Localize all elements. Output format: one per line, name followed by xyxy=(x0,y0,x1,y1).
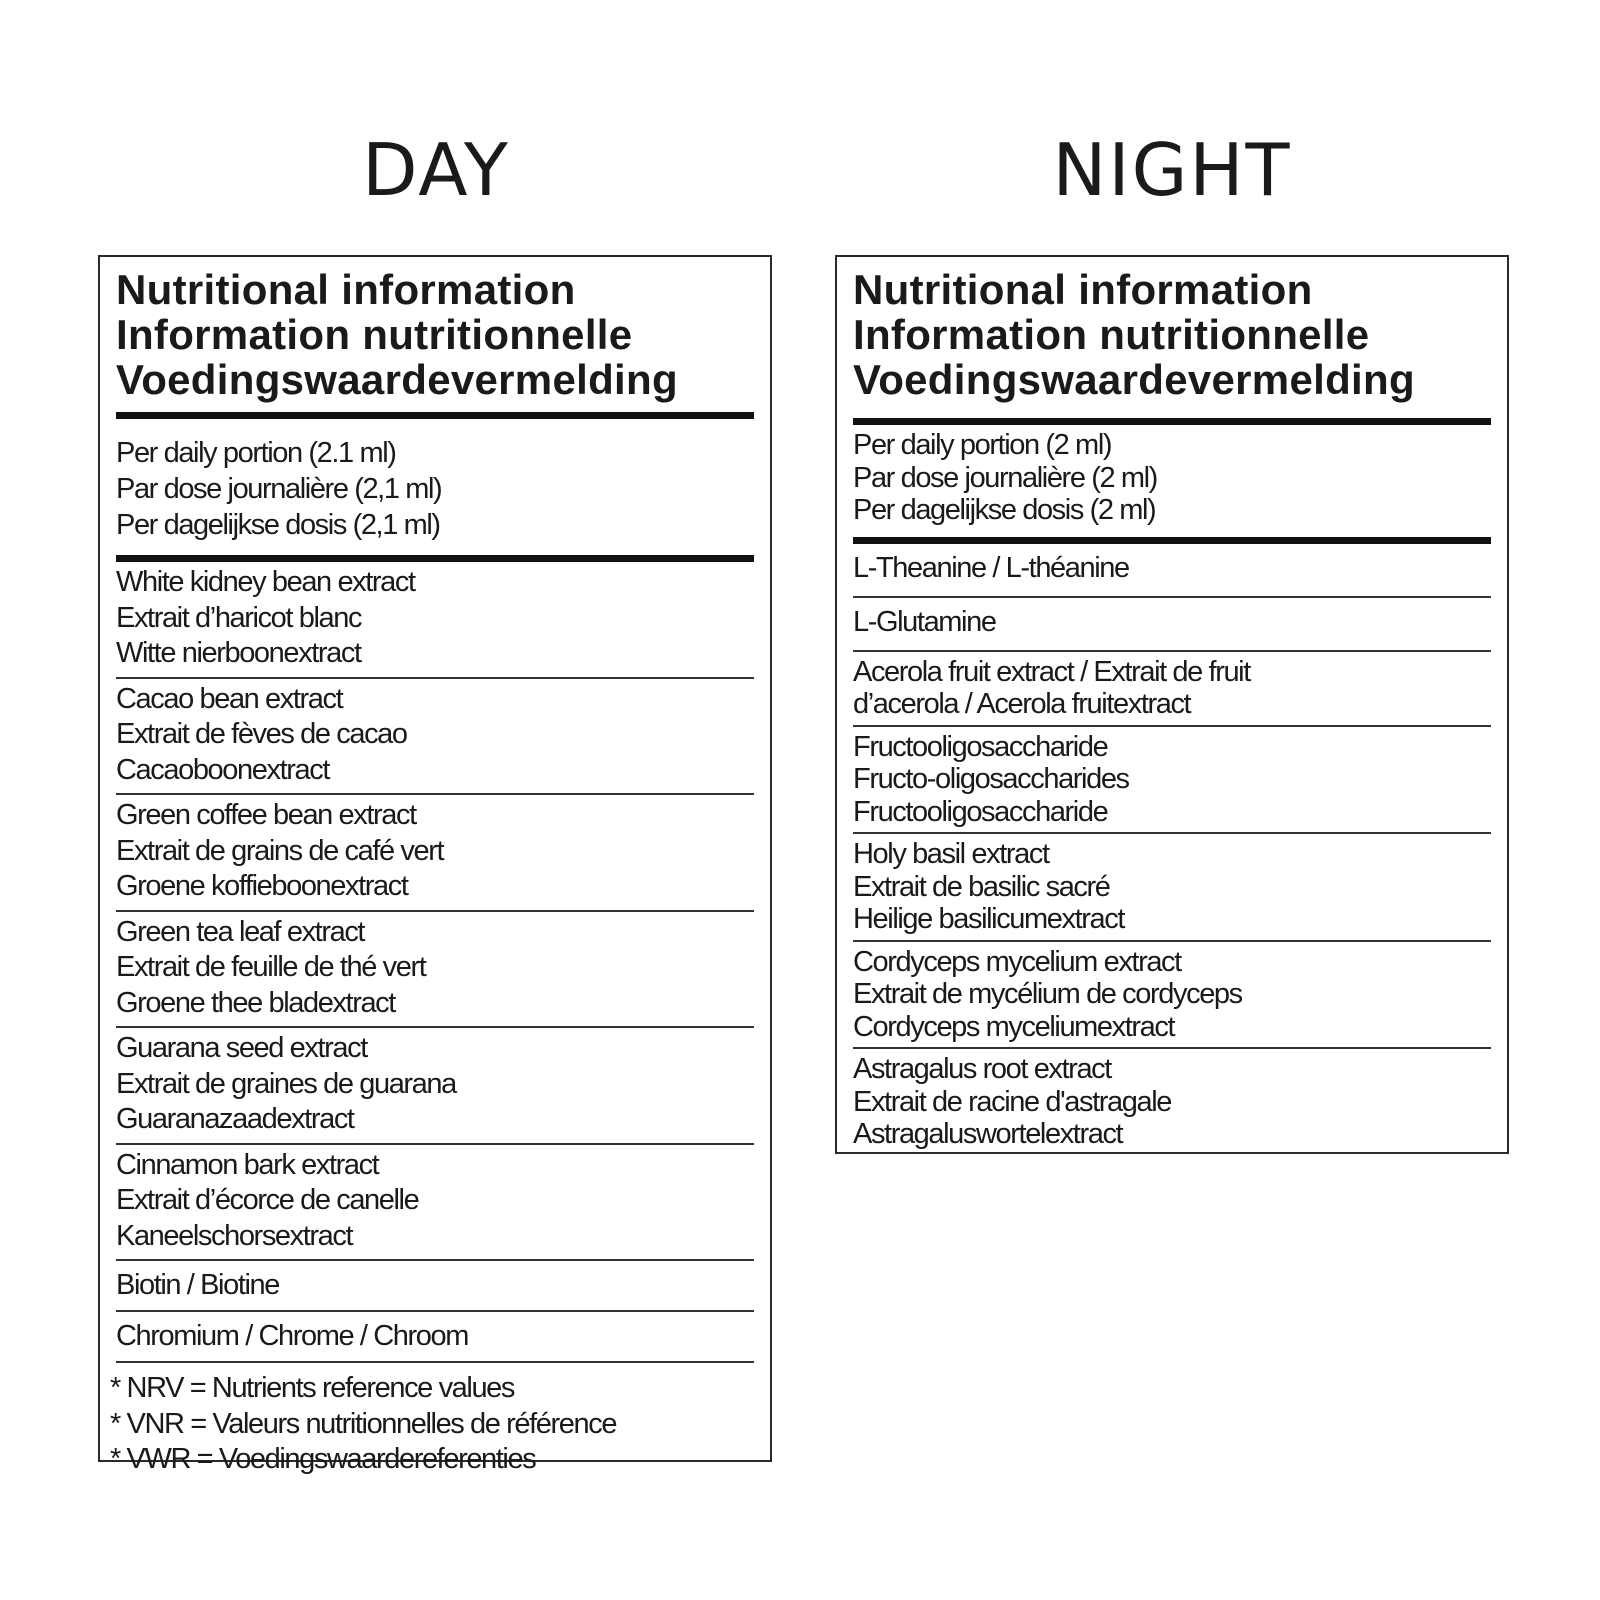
ingredient-line: Extrait d’haricot blanc xyxy=(116,601,362,634)
ingredient-line: Extrait de mycélium de cordyceps xyxy=(853,978,1242,1010)
ingredient-line: Heilige basilicumextract xyxy=(853,903,1125,935)
ingredient-cacao-bean xyxy=(116,679,754,794)
ingredient-line: Extrait d’écorce de canelle xyxy=(116,1184,419,1216)
ingredient-line: Cacao bean extract xyxy=(116,682,343,715)
ingredient-guarana-seed xyxy=(116,1028,754,1143)
day-footnotes xyxy=(110,1363,754,1478)
ingredient-line: Witte nierboonextract xyxy=(116,637,361,669)
ingredient-line: Extrait de basilic sacré xyxy=(853,870,1110,903)
ingredient-line: Cordyceps myceliumextract xyxy=(853,1010,1175,1043)
ingredient-line: Extrait de feuille de thé vert xyxy=(116,951,426,983)
ingredient-line: Extrait de fèves de cacao xyxy=(116,718,407,750)
ingredient-line: Green coffee bean extract xyxy=(116,799,416,831)
ingredient-chromium xyxy=(116,1312,754,1361)
ingredient-line: Groene koffieboonextract xyxy=(116,870,408,902)
footnote: * VWR = Voedingswaardereferenties xyxy=(110,1443,536,1475)
ingredient-white-kidney-bean xyxy=(116,562,754,677)
ingredient-line: Extrait de grains de café vert xyxy=(116,834,444,867)
heading-line-nl: Voedingswaardevermelding xyxy=(853,356,1415,403)
ingredient-astragalus xyxy=(853,1049,1491,1155)
ingredient-line: Fructooligosaccharide xyxy=(853,730,1108,763)
ingredient-line: Extrait de racine d'astragale xyxy=(853,1085,1171,1118)
ingredient-line: White kidney bean extract xyxy=(116,566,415,598)
ingredient-line: L-Theanine / L-théanine xyxy=(853,551,1129,584)
ingredient-line: Fructo-oligosaccharides xyxy=(853,763,1129,795)
ingredient-line: Cinnamon bark extract xyxy=(116,1148,379,1181)
day-portion xyxy=(116,419,754,555)
ingredient-line: Guaranazaadextract xyxy=(116,1103,354,1135)
portion-fr: Par dose journalière (2,1 ml) xyxy=(116,473,442,505)
ingredient-line: Holy basil extract xyxy=(853,838,1049,870)
ingredient-line: Green tea leaf extract xyxy=(116,915,365,948)
night-nutrition-panel xyxy=(835,255,1509,1154)
divider-thick xyxy=(116,555,754,562)
portion-fr: Par dose journalière (2 ml) xyxy=(853,461,1157,494)
ingredient-line: d’acerola / Acerola fruitextract xyxy=(853,688,1191,720)
divider-thick xyxy=(116,412,754,419)
ingredient-green-coffee-bean xyxy=(116,795,754,910)
ingredient-line: Extrait de graines de guarana xyxy=(116,1067,456,1100)
day-heading xyxy=(116,267,754,412)
portion-nl: Per dagelijkse dosis (2 ml) xyxy=(853,494,1156,526)
ingredient-holy-basil xyxy=(853,834,1491,940)
ingredient-line: Astragaluswortelextract xyxy=(853,1118,1123,1150)
ingredient-fructooligosaccharide xyxy=(853,727,1491,833)
ingredient-line: Chromium / Chrome / Chroom xyxy=(116,1320,468,1352)
ingredient-green-tea-leaf xyxy=(116,912,754,1027)
day-nutrition-panel xyxy=(98,255,772,1475)
portion-en: Per daily portion (2.1 ml) xyxy=(116,437,396,469)
ingredient-acerola xyxy=(853,652,1491,725)
portion-nl: Per dagelijkse dosis (2,1 ml) xyxy=(116,509,440,541)
ingredient-line: Cacaoboonextract xyxy=(116,753,329,786)
footnote: * VNR = Valeurs nutritionnelles de référence xyxy=(110,1407,617,1440)
heading-line-fr: Information nutritionnelle xyxy=(853,311,1370,358)
heading-line-nl: Voedingswaardevermelding xyxy=(116,356,678,403)
ingredient-line: Acerola fruit extract / Extrait de fruit xyxy=(853,655,1250,688)
ingredient-cinnamon-bark xyxy=(116,1145,754,1260)
heading-line-en: Nutritional information xyxy=(116,266,576,313)
ingredient-line: Cordyceps mycelium extract xyxy=(853,945,1181,978)
divider-thick xyxy=(853,537,1491,544)
ingredient-line: Kaneelschorsextract xyxy=(116,1219,353,1252)
footnote: * NRV = Nutrients reference values xyxy=(110,1372,514,1404)
portion-en: Per daily portion (2 ml) xyxy=(853,429,1112,461)
ingredient-l-theanine xyxy=(853,544,1491,596)
ingredient-line: Groene thee bladextract xyxy=(116,986,395,1019)
day-title: DAY xyxy=(362,128,510,212)
ingredient-line: Guarana seed extract xyxy=(116,1032,367,1064)
ingredient-line: Fructooligosaccharide xyxy=(853,795,1108,828)
ingredient-line: Astragalus root extract xyxy=(853,1053,1111,1085)
ingredient-line: Biotin / Biotine xyxy=(116,1269,279,1301)
heading-line-fr: Information nutritionnelle xyxy=(116,311,633,358)
ingredient-l-glutamine xyxy=(853,598,1491,650)
night-title: NIGHT xyxy=(1052,128,1292,212)
ingredient-line: L-Glutamine xyxy=(853,605,996,638)
night-heading xyxy=(853,267,1491,418)
ingredient-biotin xyxy=(116,1261,754,1310)
night-portion xyxy=(853,425,1491,537)
divider-thick xyxy=(853,418,1491,425)
heading-line-en: Nutritional information xyxy=(853,266,1313,313)
ingredient-cordyceps xyxy=(853,942,1491,1048)
